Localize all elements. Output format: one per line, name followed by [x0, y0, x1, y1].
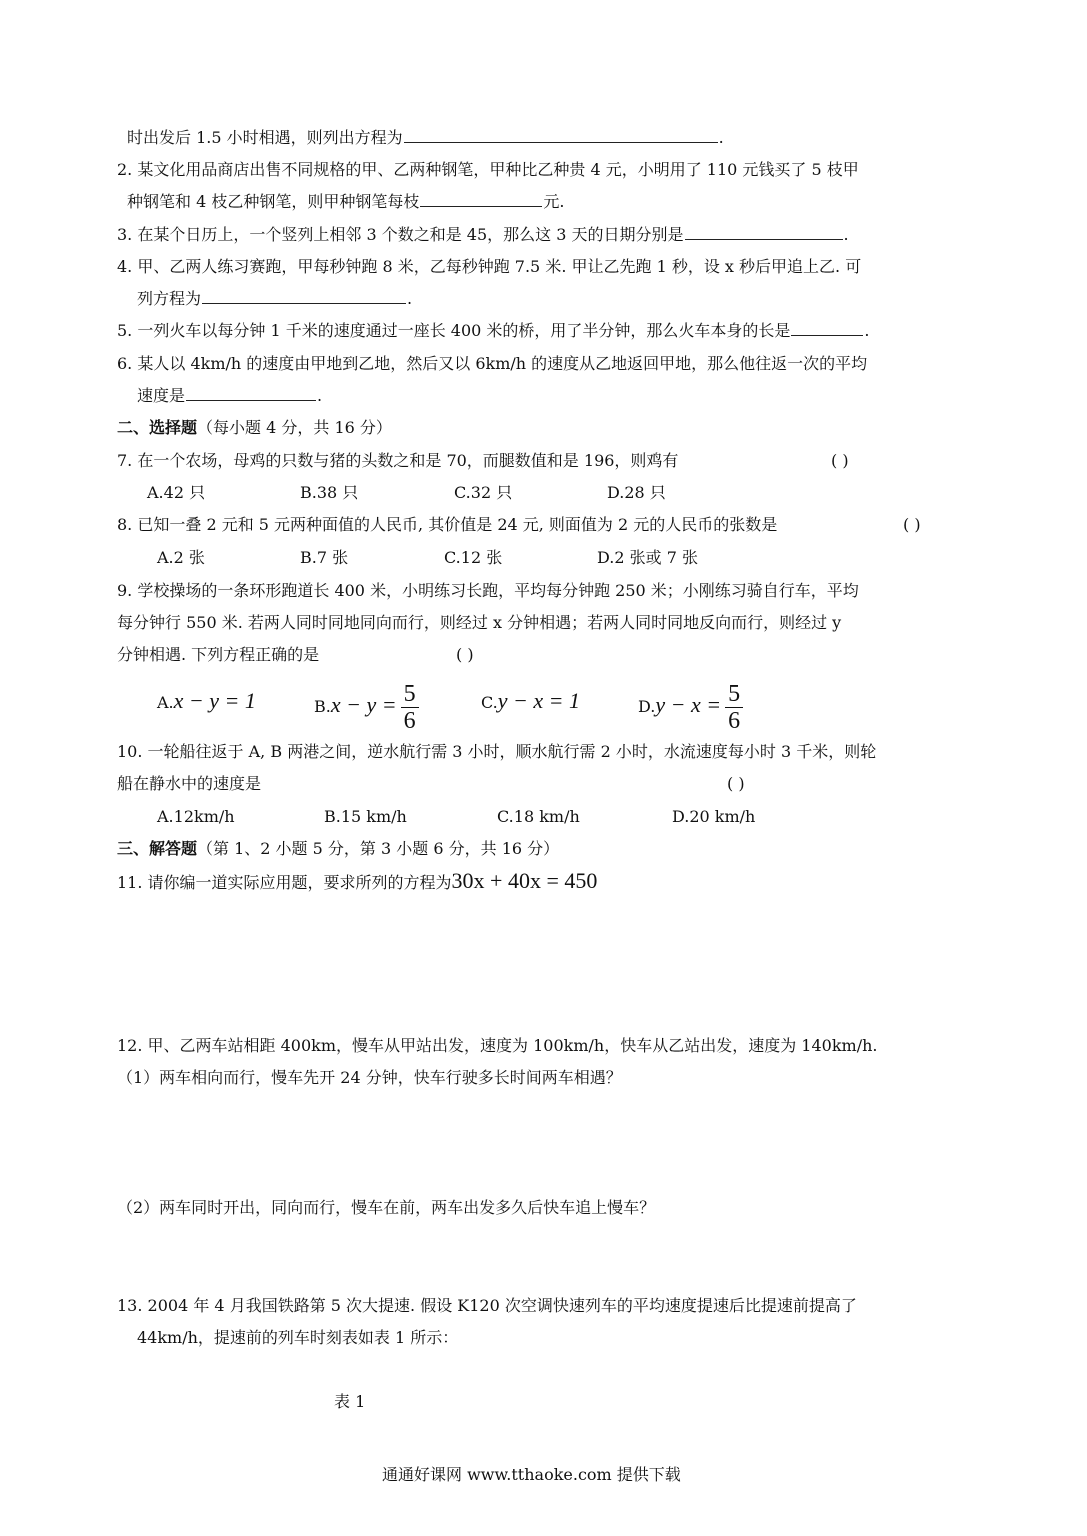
q9-option-c[interactable]: [481, 690, 580, 714]
q9-option-a-label: A.: [157, 693, 174, 712]
q1-continuation: 时出发后 1.5 小时相遇，则列出方程为 .: [127, 128, 724, 147]
q7-stem: 7. 在一个农场，母鸡的只数与猪的头数之和是 70，而腿数值和是 196，则鸡有: [117, 451, 679, 470]
q9-option-c-label: C.: [481, 693, 498, 712]
q9-line2: 每分钟行 550 米. 若两人同时同地同向而行，则经过 x 分钟相遇；若两人同时同地反向而行，则经过 y: [117, 613, 842, 632]
q4-answer-blank[interactable]: [202, 288, 406, 304]
q10-line2: 船在静水中的速度是: [117, 774, 262, 793]
q12-part2: （2）两车同时开出，同向而行，慢车在前，两车出发多久后快车追上慢车？: [117, 1198, 656, 1217]
q9-option-d-expr: y − x =: [655, 692, 722, 717]
q10-answer-paren[interactable]: ( ): [727, 774, 745, 793]
q9-option-d-label: D.: [638, 697, 656, 716]
q3-line: 3. 在某个日历上，一个竖列上相邻 3 个数之和是 45，那么这 3 天的日期分别是 .: [117, 225, 849, 244]
q1-answer-blank[interactable]: [404, 127, 718, 143]
page-footer: 通通好课网 www.tthaoke.com 提供下载: [382, 1465, 681, 1484]
q6-answer-blank[interactable]: [186, 385, 316, 401]
q9-option-b[interactable]: [314, 676, 419, 736]
q10-option-a[interactable]: A.12km/h: [157, 807, 235, 826]
q2-tail: 元.: [543, 192, 565, 211]
q7-answer-paren[interactable]: ( ): [831, 451, 849, 470]
q9-line3: 分钟相遇. 下列方程正确的是: [117, 645, 320, 664]
q9-option-b-numerator: 5: [401, 681, 419, 708]
section2-note: （每小题 4 分，共 16 分）: [197, 418, 392, 437]
q7-option-b[interactable]: B.38 只: [300, 483, 359, 502]
q3-text: 3. 在某个日历上，一个竖列上相邻 3 个数之和是 45，那么这 3 天的日期分别是: [117, 225, 684, 244]
q9-option-d-denominator: 6: [728, 708, 741, 734]
q10-option-d[interactable]: D.20 km/h: [672, 807, 756, 826]
q5-answer-blank[interactable]: [791, 320, 863, 336]
q9-answer-paren[interactable]: ( ): [456, 645, 474, 664]
q6-text: 速度是: [137, 386, 186, 405]
q6-line1: 6. 某人以 4km/h 的速度由甲地到乙地，然后又以 6km/h 的速度从乙地返回甲地，那么他往返一次的平均: [117, 354, 868, 373]
q5-line: 5. 一列火车以每分钟 1 千米的速度通过一座长 400 米的桥，用了半分钟，那么火车本身的长是 .: [117, 321, 870, 340]
q9-line1: 9. 学校操场的一条环形跑道长 400 米，小明练习长跑，平均每分钟跑 250 米；小刚练习骑自行车，平均: [117, 581, 859, 600]
section3-title: 三、解答题: [117, 839, 198, 858]
q12-part1: （1）两车相向而行，慢车先开 24 分钟，快车行驶多长时间两车相遇？: [117, 1068, 622, 1087]
q9-option-a-expr: x − y = 1: [173, 688, 256, 713]
q8-option-b[interactable]: B.7 张: [300, 548, 349, 567]
q9-option-b-fraction: [401, 681, 419, 734]
q7-option-c[interactable]: C.32 只: [454, 483, 513, 502]
q8-option-c[interactable]: C.12 张: [444, 548, 503, 567]
q8-stem: 8. 已知一叠 2 元和 5 元两种面值的人民币, 其价值是 24 元, 则面值为 2 元的人民币的张数是: [117, 515, 778, 534]
q2-line2: [127, 191, 564, 213]
q2-line1: 2. 某文化用品商店出售不同规格的甲、乙两种钢笔，甲种比乙种贵 4 元，小明用了 110 元钱买了 5 枝甲: [117, 160, 859, 179]
q9-option-b-denominator: 6: [403, 708, 416, 734]
q10-option-c[interactable]: C.18 km/h: [497, 807, 580, 826]
section3-heading: [117, 838, 559, 860]
q7-option-d[interactable]: D.28 只: [607, 483, 666, 502]
q11-equation: 30x + 40x = 450: [451, 868, 598, 893]
q9-option-d-numerator: 5: [725, 681, 743, 708]
table-caption: 表 1: [334, 1392, 366, 1411]
q4-line1: 4. 甲、乙两人练习赛跑，甲每秒钟跑 8 米，乙每秒钟跑 7.5 米. 甲让乙先跑 1 秒，设 x 秒后甲追上乙. 可: [117, 257, 862, 276]
q8-answer-paren[interactable]: ( ): [903, 515, 921, 534]
q9-option-b-label: B.: [314, 697, 331, 716]
q4-text: 列方程为: [137, 289, 202, 308]
q9-option-b-expr: x − y =: [330, 692, 397, 717]
q10-line1: 10. 一轮船往返于 A, B 两港之间，逆水航行需 3 小时，顺水航行需 2 小时，水流速度每小时 3 千米，则轮: [117, 742, 877, 761]
q9-option-d-fraction: [725, 681, 743, 734]
q6-line2: 速度是 .: [137, 386, 323, 405]
q9-option-d[interactable]: [638, 676, 743, 736]
section2-title: 二、选择题: [117, 418, 198, 437]
q11-line: [117, 870, 597, 894]
q13-line1: 13. 2004 年 4 月我国铁路第 5 次大提速. 假设 K120 次空调快速列车的平均速度提速后比提速前提高了: [117, 1296, 857, 1315]
q9-option-c-expr: y − x = 1: [497, 688, 580, 713]
q7-option-a[interactable]: A.42 只: [147, 483, 206, 502]
section2-heading: [117, 417, 392, 439]
q9-option-a[interactable]: [157, 690, 256, 714]
q1-text: 时出发后 1.5 小时相遇，则列出方程为: [127, 128, 403, 147]
q13-line2: 44km/h，提速前的列车时刻表如表 1 所示：: [137, 1328, 459, 1347]
q8-option-a[interactable]: A.2 张: [157, 548, 205, 567]
q11-stem: 11. 请你编一道实际应用题，要求所列的方程为: [117, 873, 452, 892]
q5-text: 5. 一列火车以每分钟 1 千米的速度通过一座长 400 米的桥，用了半分钟，那么火车本身的长是: [117, 321, 791, 340]
q12-stem: 12. 甲、乙两车站相距 400km，慢车从甲站出发，速度为 100km/h，快车从乙站出发，速度为 140km/h.: [117, 1036, 878, 1055]
q3-answer-blank[interactable]: [685, 224, 843, 240]
q2-answer-blank[interactable]: [420, 191, 542, 207]
q8-option-d[interactable]: D.2 张或 7 张: [597, 548, 698, 567]
q10-option-b[interactable]: B.15 km/h: [324, 807, 407, 826]
q2-text: 种钢笔和 4 枝乙种钢笔，则甲种钢笔每枝: [127, 192, 420, 211]
q4-line2: 列方程为 .: [137, 289, 413, 308]
section3-note: （第 1、2 小题 5 分，第 3 小题 6 分，共 16 分）: [197, 839, 560, 858]
